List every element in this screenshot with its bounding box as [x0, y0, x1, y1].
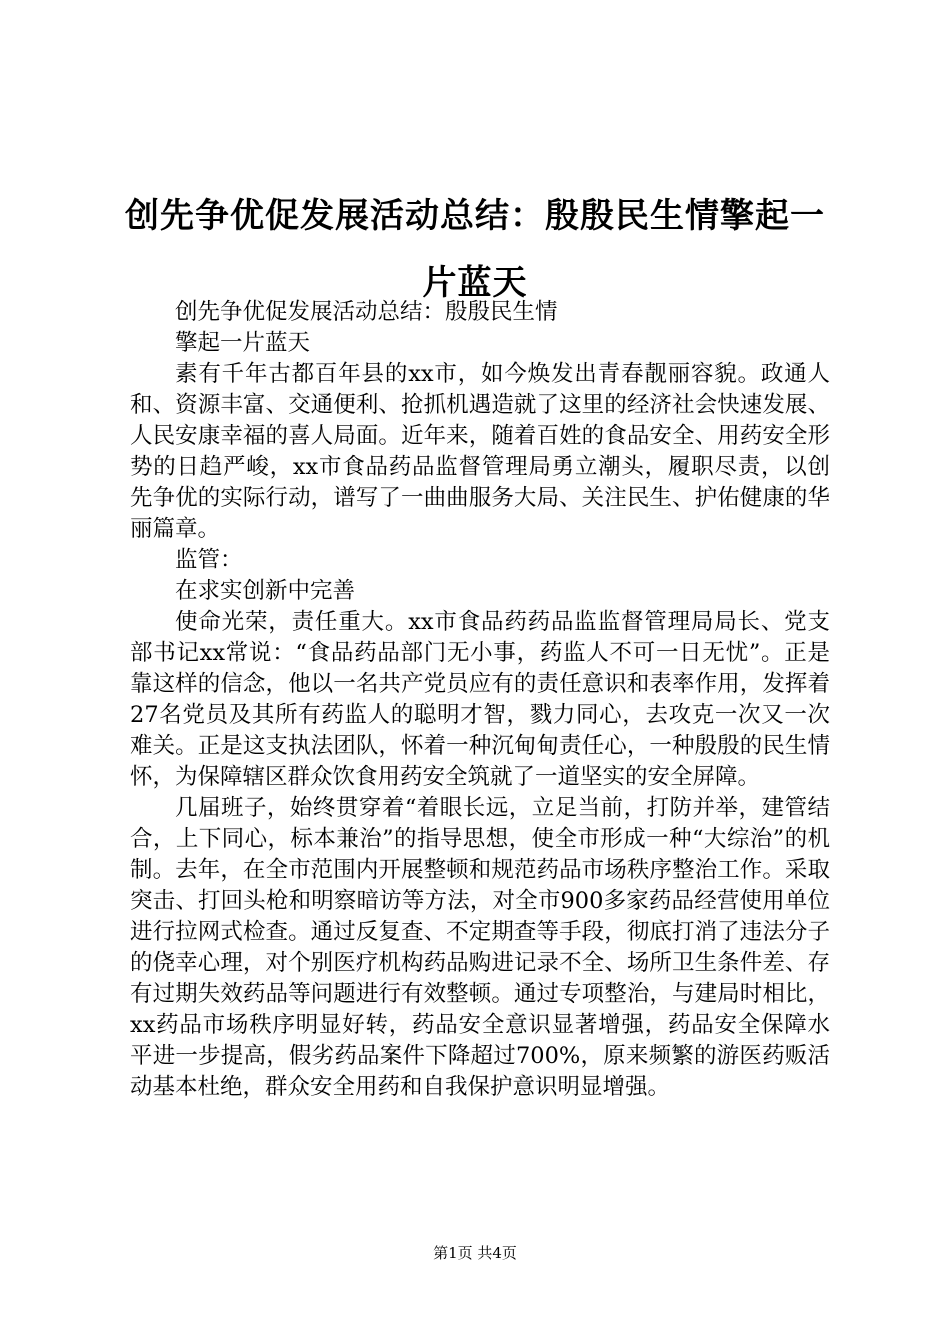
document-title: 创先争优促发展活动总结：殷殷民生情擎起一片蓝天: [125, 195, 825, 303]
body-paragraph: 几届班子，始终贯穿着“着眼长远，立足当前，打防并举，建管结合，上下同心，标本兼治”的指导思想，使全市形成一种“大综治”的机制。去年，在全市范围内开展整顿和规范药品市场秩序整治工作。采取突击、打回头枪和明察暗访等方法，对全市900多家药品经营使用单位进行拉网式检查。通过反复查、不定期查等手段，彻底打消了违法分子的侥幸心理，对个别医疗机构药品购进记录不全、场所卫生条件差、存有过期失效药品等问题进行有效整顿。通过专项整治，与建局时相比，xx药品市场秩序明显好转，药品安全意识显著增强，药品安全保障水平进一步提高，假劣药品案件下降超过700%，原来频繁的游医药贩活动基本杜绝，群众安全用药和自我保护意识明显增强。: [130, 795, 830, 1100]
page-number-footer: 第1页 共4页: [433, 1244, 517, 1262]
section-subheading: 在求实创新中完善: [175, 578, 356, 604]
subtitle-line-1: 创先争优促发展活动总结：殷殷民生情: [175, 299, 558, 325]
body-paragraph: 使命光荣，责任重大。xx市食品药药品监监督管理局局长、党支部书记xx常说：“食品药品部门无小事，药监人不可一日无忧”。正是靠这样的信念，他以一名共产党员应有的责任意识和表率作用，发挥着27名党员及其所有药监人的聪明才智，戮力同心，去攻克一次又一次难关。正是这支执法团队，怀着一种沉甸甸责任心，一种殷殷的民生情怀，为保障辖区群众饮食用药安全筑就了一道坚实的安全屏障。: [130, 609, 830, 790]
section-heading: 监管：: [175, 547, 243, 573]
document-body: [130, 297, 830, 1103]
subtitle-line-2: 擎起一片蓝天: [175, 330, 311, 356]
intro-paragraph: 素有千年古都百年县的xx市，如今焕发出青春靓丽容貌。政通人和、资源丰富、交通便利、抢抓机遇造就了这里的经济社会快速发展、人民安康幸福的喜人局面。近年来，随着百姓的食品安全、用药安全形势的日趋严峻，xx市食品药品监督管理局勇立潮头，履职尽责，以创先争优的实际行动，谱写了一曲曲服务大局、关注民生、护佑健康的华丽篇章。: [130, 361, 830, 542]
